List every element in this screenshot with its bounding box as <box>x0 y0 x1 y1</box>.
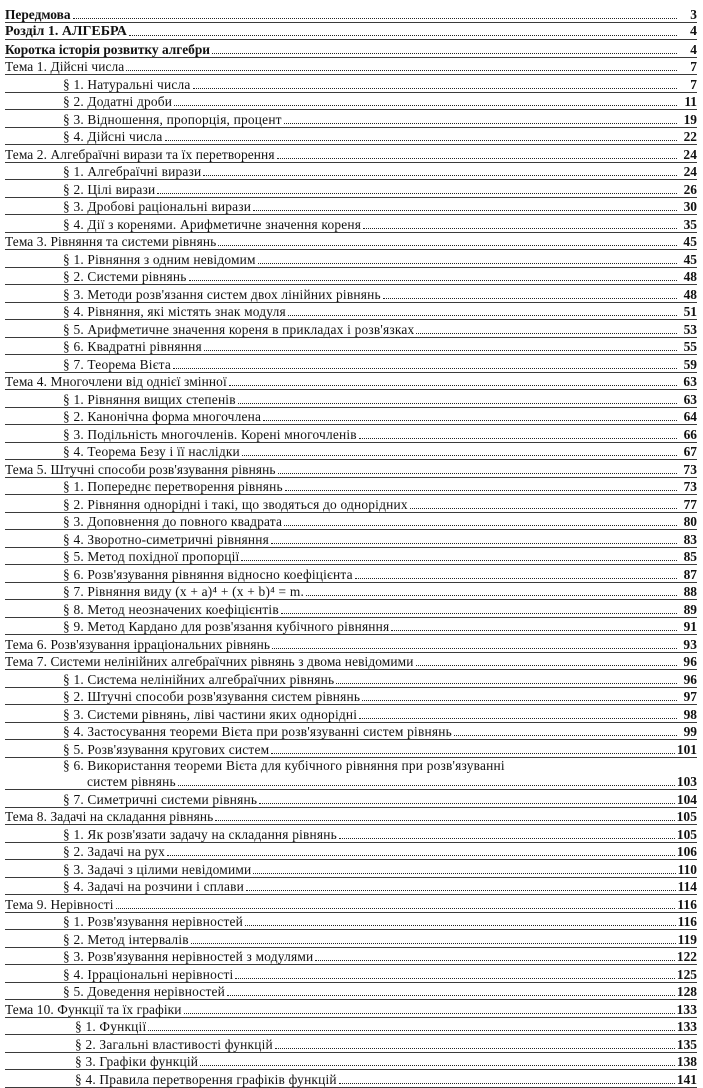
toc-page-number: 64 <box>683 409 697 424</box>
toc-entry-title: Тема 6. Розв'язування ірраціональних рівнянь <box>5 636 271 652</box>
toc-page-number: 96 <box>683 671 697 687</box>
dot-leader <box>178 785 675 786</box>
toc-page-number: 133 <box>676 1001 697 1017</box>
toc-entry-title: § 5. Метод похідної пропорції <box>63 549 240 564</box>
toc-entry-title: § 1. Попереднє перетворення рівнянь <box>63 479 283 494</box>
toc-page-number: 48 <box>683 286 697 302</box>
toc-page-number: 119 <box>677 931 697 947</box>
toc-entry-title: § 4. Застосування теореми Вієта при розв'язуванні систем рівнянь <box>63 724 452 739</box>
toc-page-number: 93 <box>683 636 697 652</box>
toc-page-number: 53 <box>683 321 697 337</box>
dot-leader <box>263 420 677 421</box>
toc-page-number: 22 <box>683 129 697 144</box>
toc-page-number: 101 <box>676 741 697 757</box>
toc-page-number: 128 <box>676 984 697 999</box>
toc-page-number: 89 <box>683 601 697 617</box>
dot-leader <box>288 315 677 316</box>
toc-entry <box>5 373 697 391</box>
toc-page-number: 110 <box>677 861 697 877</box>
toc-entry-title: § 1. Рівняння вищих степенів <box>63 391 236 407</box>
dot-leader <box>241 560 677 561</box>
toc-page-number: 91 <box>683 619 697 634</box>
toc-entry-title: § 1. Рівняння з одним невідомим <box>63 251 256 267</box>
dot-leader <box>258 263 677 264</box>
dot-leader <box>284 525 677 526</box>
toc-page-number: 141 <box>676 1071 697 1087</box>
toc-page-number: 59 <box>683 356 697 372</box>
dot-leader <box>167 855 675 856</box>
dot-leader <box>454 735 677 736</box>
toc-entry <box>5 110 697 128</box>
toc-entry-title: § 1. Натуральні числа <box>63 76 191 92</box>
toc-entry-title: Розділ 1. АЛГЕБРА <box>5 24 127 39</box>
toc-entry-title: § 5. Доведення нерівностей <box>63 984 226 999</box>
dot-leader <box>271 543 677 544</box>
dot-leader <box>363 228 677 229</box>
toc-page-number: 48 <box>683 269 697 284</box>
dot-leader <box>73 18 677 19</box>
toc-page-number: 73 <box>683 479 697 494</box>
toc-page-number: 87 <box>683 566 697 582</box>
toc-entry <box>5 58 697 76</box>
toc-entry <box>5 408 697 426</box>
toc-entry-title: § 3. Розв'язування нерівностей з модулями <box>63 949 314 964</box>
toc-entry <box>5 878 697 896</box>
toc-page-number: 138 <box>676 1054 697 1069</box>
toc-entry-title: § 1. Алгебраїчні вирази <box>63 164 202 179</box>
toc-entry-title: Тема 10. Функції та їх графіки <box>5 1001 182 1017</box>
dot-leader <box>191 943 676 944</box>
toc-page-number: 55 <box>683 339 697 354</box>
toc-entry <box>5 948 697 966</box>
toc-entry-title: Тема 9. Нерівності <box>5 896 114 912</box>
dot-leader <box>339 838 675 839</box>
dot-leader <box>189 280 677 281</box>
toc-entry-title: § 8. Метод неозначених коефіцієнтів <box>63 601 279 617</box>
dot-leader <box>271 753 675 754</box>
toc-entry <box>5 790 697 808</box>
toc-entry-title: § 2. Метод інтервалів <box>63 931 189 947</box>
toc-entry <box>5 583 697 601</box>
dot-leader <box>218 245 677 246</box>
toc-entry <box>5 983 697 1001</box>
toc-entry <box>5 618 697 636</box>
toc-entry-title: § 7. Рівняння виду (x + a)⁴ + (x + b)⁴ = m. <box>63 584 304 599</box>
toc-entry-title: § 2. Канонічна форма многочлена <box>63 409 262 424</box>
toc-page-number: 45 <box>683 234 697 249</box>
toc-entry <box>5 285 697 303</box>
toc-entry <box>5 320 697 338</box>
toc-entry-title: § 3. Дробові раціональні вирази <box>63 199 252 214</box>
toc-entry-title: § 4. Ірраціональні нерівності <box>63 966 234 982</box>
toc-entry <box>5 635 697 653</box>
toc-page-number: 122 <box>676 949 697 964</box>
toc-page-number: 67 <box>683 444 697 459</box>
toc-page-number: 73 <box>683 461 697 477</box>
toc-entry <box>5 1053 697 1071</box>
toc-entry <box>5 355 697 373</box>
dot-leader <box>246 890 676 891</box>
dot-leader <box>383 298 677 299</box>
toc-entry-title: § 3. Графіки функцій <box>75 1054 199 1069</box>
toc-entry <box>5 460 697 478</box>
toc-entry <box>5 198 697 216</box>
toc-entry <box>5 163 697 181</box>
dot-leader <box>126 70 677 71</box>
toc-entry-title: § 2. Штучні способи розв'язування систем рівнянь <box>63 689 361 704</box>
dot-leader <box>203 175 677 176</box>
toc-page-number: 19 <box>683 111 697 127</box>
toc-entry <box>5 1035 697 1053</box>
toc-page-number: 3 <box>690 6 697 22</box>
dot-leader <box>229 385 677 386</box>
toc-entry <box>5 303 697 321</box>
toc-entry <box>5 338 697 356</box>
dot-leader <box>362 700 677 701</box>
dot-leader <box>253 873 675 874</box>
toc-entry-title: § 2. Системи рівнянь <box>63 269 187 284</box>
toc-page-number: 4 <box>690 41 697 57</box>
dot-leader <box>212 53 677 54</box>
dot-leader <box>174 105 677 106</box>
toc-entry <box>5 495 697 513</box>
toc-page-number: 30 <box>683 199 697 214</box>
toc-page-number: 77 <box>683 496 697 512</box>
toc-entry-title: Тема 8. Задачі на складання рівнянь <box>5 809 214 824</box>
toc-entry <box>5 93 697 111</box>
toc-entry <box>5 773 697 791</box>
toc-entry-title: § 1. Як розв'язати задачу на складання рівнянь <box>63 826 337 842</box>
toc-page-number: 24 <box>683 146 697 162</box>
toc-entry-title: Передмова <box>5 6 71 22</box>
toc-entry <box>5 145 697 163</box>
toc-entry <box>5 688 697 706</box>
dot-leader <box>235 978 674 979</box>
toc-page-number: 7 <box>690 59 697 74</box>
toc-entry <box>5 5 697 23</box>
dot-leader <box>391 630 677 631</box>
toc-entry-title: систем рівнянь <box>87 774 176 789</box>
dot-leader <box>245 925 676 926</box>
dot-leader <box>193 88 677 89</box>
toc-entry-title: § 6. Квадратні рівняння <box>63 339 202 354</box>
dot-leader <box>184 1013 675 1014</box>
toc-page-number: 135 <box>676 1036 697 1052</box>
toc-entry <box>5 758 697 773</box>
toc-entry <box>5 723 697 741</box>
toc-entry-title: Тема 7. Системи нелінійних алгебраїчних рівнянь з двома невідомими <box>5 654 414 669</box>
toc-entry <box>5 215 697 233</box>
toc-page-number: 96 <box>683 654 697 669</box>
toc-entry <box>5 895 697 913</box>
dot-leader <box>253 210 677 211</box>
toc-page-number: 97 <box>683 689 697 704</box>
toc-entry-title: § 3. Системи рівнянь, ліві частини яких однорідні <box>63 706 358 722</box>
toc-page-number: 63 <box>683 391 697 407</box>
dot-leader <box>306 595 677 596</box>
dot-leader <box>200 1065 675 1066</box>
toc-entry-title: § 3. Методи розв'язання систем двох лінійних рівнянь <box>63 286 381 302</box>
dot-leader <box>259 803 675 804</box>
toc-entry-title: § 4. Правила перетворення графіків функцій <box>75 1071 337 1087</box>
toc-entry <box>5 565 697 583</box>
toc-entry <box>5 653 697 671</box>
toc-entry <box>5 705 697 723</box>
toc-entry <box>5 860 697 878</box>
toc-page-number: 104 <box>676 791 697 807</box>
toc-entry-title: § 2. Цілі вирази <box>63 181 156 197</box>
dot-leader <box>410 508 677 509</box>
toc-page-number: 106 <box>676 844 697 859</box>
toc-entry <box>5 1018 697 1036</box>
dot-leader <box>278 473 677 474</box>
toc-entry <box>5 128 697 146</box>
dot-leader <box>116 908 676 909</box>
toc-entry <box>5 670 697 688</box>
toc-entry-title: § 6. Використання теореми Вієта для кубічного рівняння при розв'язуванні <box>63 757 505 773</box>
dot-leader <box>416 333 677 334</box>
toc-entry <box>5 600 697 618</box>
toc-page-number: 105 <box>676 809 697 824</box>
toc-entry <box>5 548 697 566</box>
dot-leader <box>272 648 677 649</box>
toc-entry-title: § 2. Додатні дроби <box>63 94 173 109</box>
dot-leader <box>227 995 675 996</box>
toc-page-number: 35 <box>683 216 697 232</box>
toc-entry-title: § 4. Зворотно-симетричні рівняння <box>63 531 269 547</box>
toc-entry <box>5 425 697 443</box>
toc-page-number: 98 <box>683 706 697 722</box>
dot-leader <box>359 438 677 439</box>
dot-leader <box>275 1048 675 1049</box>
toc-entry <box>5 250 697 268</box>
toc-entry <box>5 233 697 251</box>
toc-page-number: 125 <box>676 966 697 982</box>
toc-entry <box>5 965 697 983</box>
toc-entry-title: Тема 4. Многочлени від однієї змінної <box>5 374 227 389</box>
toc-page-number: 7 <box>690 76 697 92</box>
toc-entry-title: § 1. Система нелінійних алгебраїчних рівнянь <box>63 671 335 687</box>
toc-page-number: 26 <box>683 181 697 197</box>
dot-leader <box>336 683 677 684</box>
toc-entry <box>5 530 697 548</box>
toc-entry <box>5 513 697 531</box>
dot-leader <box>157 193 677 194</box>
toc-page-number: 63 <box>683 374 697 389</box>
toc-entry <box>5 740 697 758</box>
toc-page-number: 51 <box>683 304 697 319</box>
toc-page-number: 66 <box>683 426 697 442</box>
toc-page-number: 80 <box>683 514 697 529</box>
toc-page-number: 99 <box>683 724 697 739</box>
toc-entry-title: § 6. Розв'язування рівняння відносно коефіцієнта <box>63 566 353 582</box>
dot-leader <box>242 455 677 456</box>
toc-entry <box>5 1000 697 1018</box>
toc-entry-title: § 9. Метод Кардано для розв'язання кубічного рівняння <box>63 619 390 634</box>
toc-page-number: 105 <box>676 826 697 842</box>
toc-entry <box>5 390 697 408</box>
toc-entry <box>5 808 697 826</box>
dot-leader <box>215 820 674 821</box>
dot-leader <box>173 368 677 369</box>
toc-entry-title: § 3. Подільність многочленів. Корені многочленів <box>63 426 357 442</box>
toc-entry-title: § 5. Розв'язування кругових систем <box>63 741 270 757</box>
toc-entry <box>5 268 697 286</box>
toc-entry-title: § 7. Симетричні системи рівнянь <box>63 791 258 807</box>
toc-entry-title: § 4. Дії з коренями. Арифметичне значення кореня <box>63 216 362 232</box>
toc-entry <box>5 913 697 931</box>
toc-entry-title: Тема 5. Штучні способи розв'язування рівнянь <box>5 461 276 477</box>
toc-page-number: 88 <box>683 584 697 599</box>
dot-leader <box>315 960 675 961</box>
dot-leader <box>359 718 677 719</box>
toc-page-number: 133 <box>676 1019 697 1034</box>
toc-page-number: 85 <box>683 549 697 564</box>
toc-entry <box>5 843 697 861</box>
toc-page-number: 116 <box>677 896 697 912</box>
toc-entry <box>5 478 697 496</box>
toc-page-number: 116 <box>677 914 697 929</box>
toc-entry <box>5 825 697 843</box>
toc-entry-title: § 2. Загальні властивості функцій <box>75 1036 273 1052</box>
toc-entry-title: § 4. Теорема Безу і її наслідки <box>63 444 240 459</box>
dot-leader <box>238 403 677 404</box>
dot-leader <box>204 350 677 351</box>
toc-entry <box>5 1070 697 1088</box>
toc-entry <box>5 23 697 41</box>
dot-leader <box>165 140 677 141</box>
toc-entry-title: Коротка історія розвитку алгебри <box>5 41 211 57</box>
toc-page-number: 83 <box>683 531 697 547</box>
toc-entry-title: § 4. Рівняння, які містять знак модуля <box>63 304 286 319</box>
toc-page-number: 114 <box>677 879 697 894</box>
dot-leader <box>285 490 677 491</box>
toc-page-number: 24 <box>683 164 697 179</box>
toc-page-number: 103 <box>676 774 697 789</box>
toc-entry <box>5 180 697 198</box>
dot-leader <box>284 123 677 124</box>
toc-entry-title: § 5. Арифметичне значення кореня в прикладах і розв'язках <box>63 321 415 337</box>
dot-leader <box>129 35 677 36</box>
dot-leader <box>416 665 678 666</box>
toc-entry <box>5 930 697 948</box>
toc-page-number: 11 <box>684 94 697 109</box>
toc-entry-title: Тема 1. Дійсні числа <box>5 59 125 74</box>
toc-page-number: 4 <box>690 24 697 39</box>
toc-entry-title: Тема 2. Алгебраїчні вирази та їх перетворення <box>5 146 275 162</box>
dot-leader <box>355 578 677 579</box>
dot-leader <box>281 613 677 614</box>
toc-page-number: 45 <box>683 251 697 267</box>
dot-leader <box>148 1030 675 1031</box>
toc-entry-title: § 1. Розв'язування нерівностей <box>63 914 244 929</box>
toc-entry-title: § 3. Відношення, пропорція, процент <box>63 111 282 127</box>
dot-leader <box>277 158 677 159</box>
toc-entry-title: § 2. Задачі на рух <box>63 844 166 859</box>
dot-leader <box>339 1083 675 1084</box>
toc-entry-title: § 3. Задачі з цілими невідомими <box>63 861 252 877</box>
toc-entry-title: § 7. Теорема Вієта <box>63 356 172 372</box>
toc-entry-title: § 1. Функції <box>75 1019 147 1034</box>
toc-entry-title: § 4. Задачі на розчини і сплави <box>63 879 245 894</box>
toc-entry <box>5 40 697 58</box>
toc-entry <box>5 75 697 93</box>
toc-entry-title: § 3. Доповнення до повного квадрата <box>63 514 283 529</box>
toc-entry-title: Тема 3. Рівняння та системи рівнянь <box>5 234 217 249</box>
toc-entry-title: § 4. Дійсні числа <box>63 129 163 144</box>
toc-entry-title: § 2. Рівняння однорідні і такі, що зводяться до однорідних <box>63 496 408 512</box>
toc-entry <box>5 443 697 461</box>
